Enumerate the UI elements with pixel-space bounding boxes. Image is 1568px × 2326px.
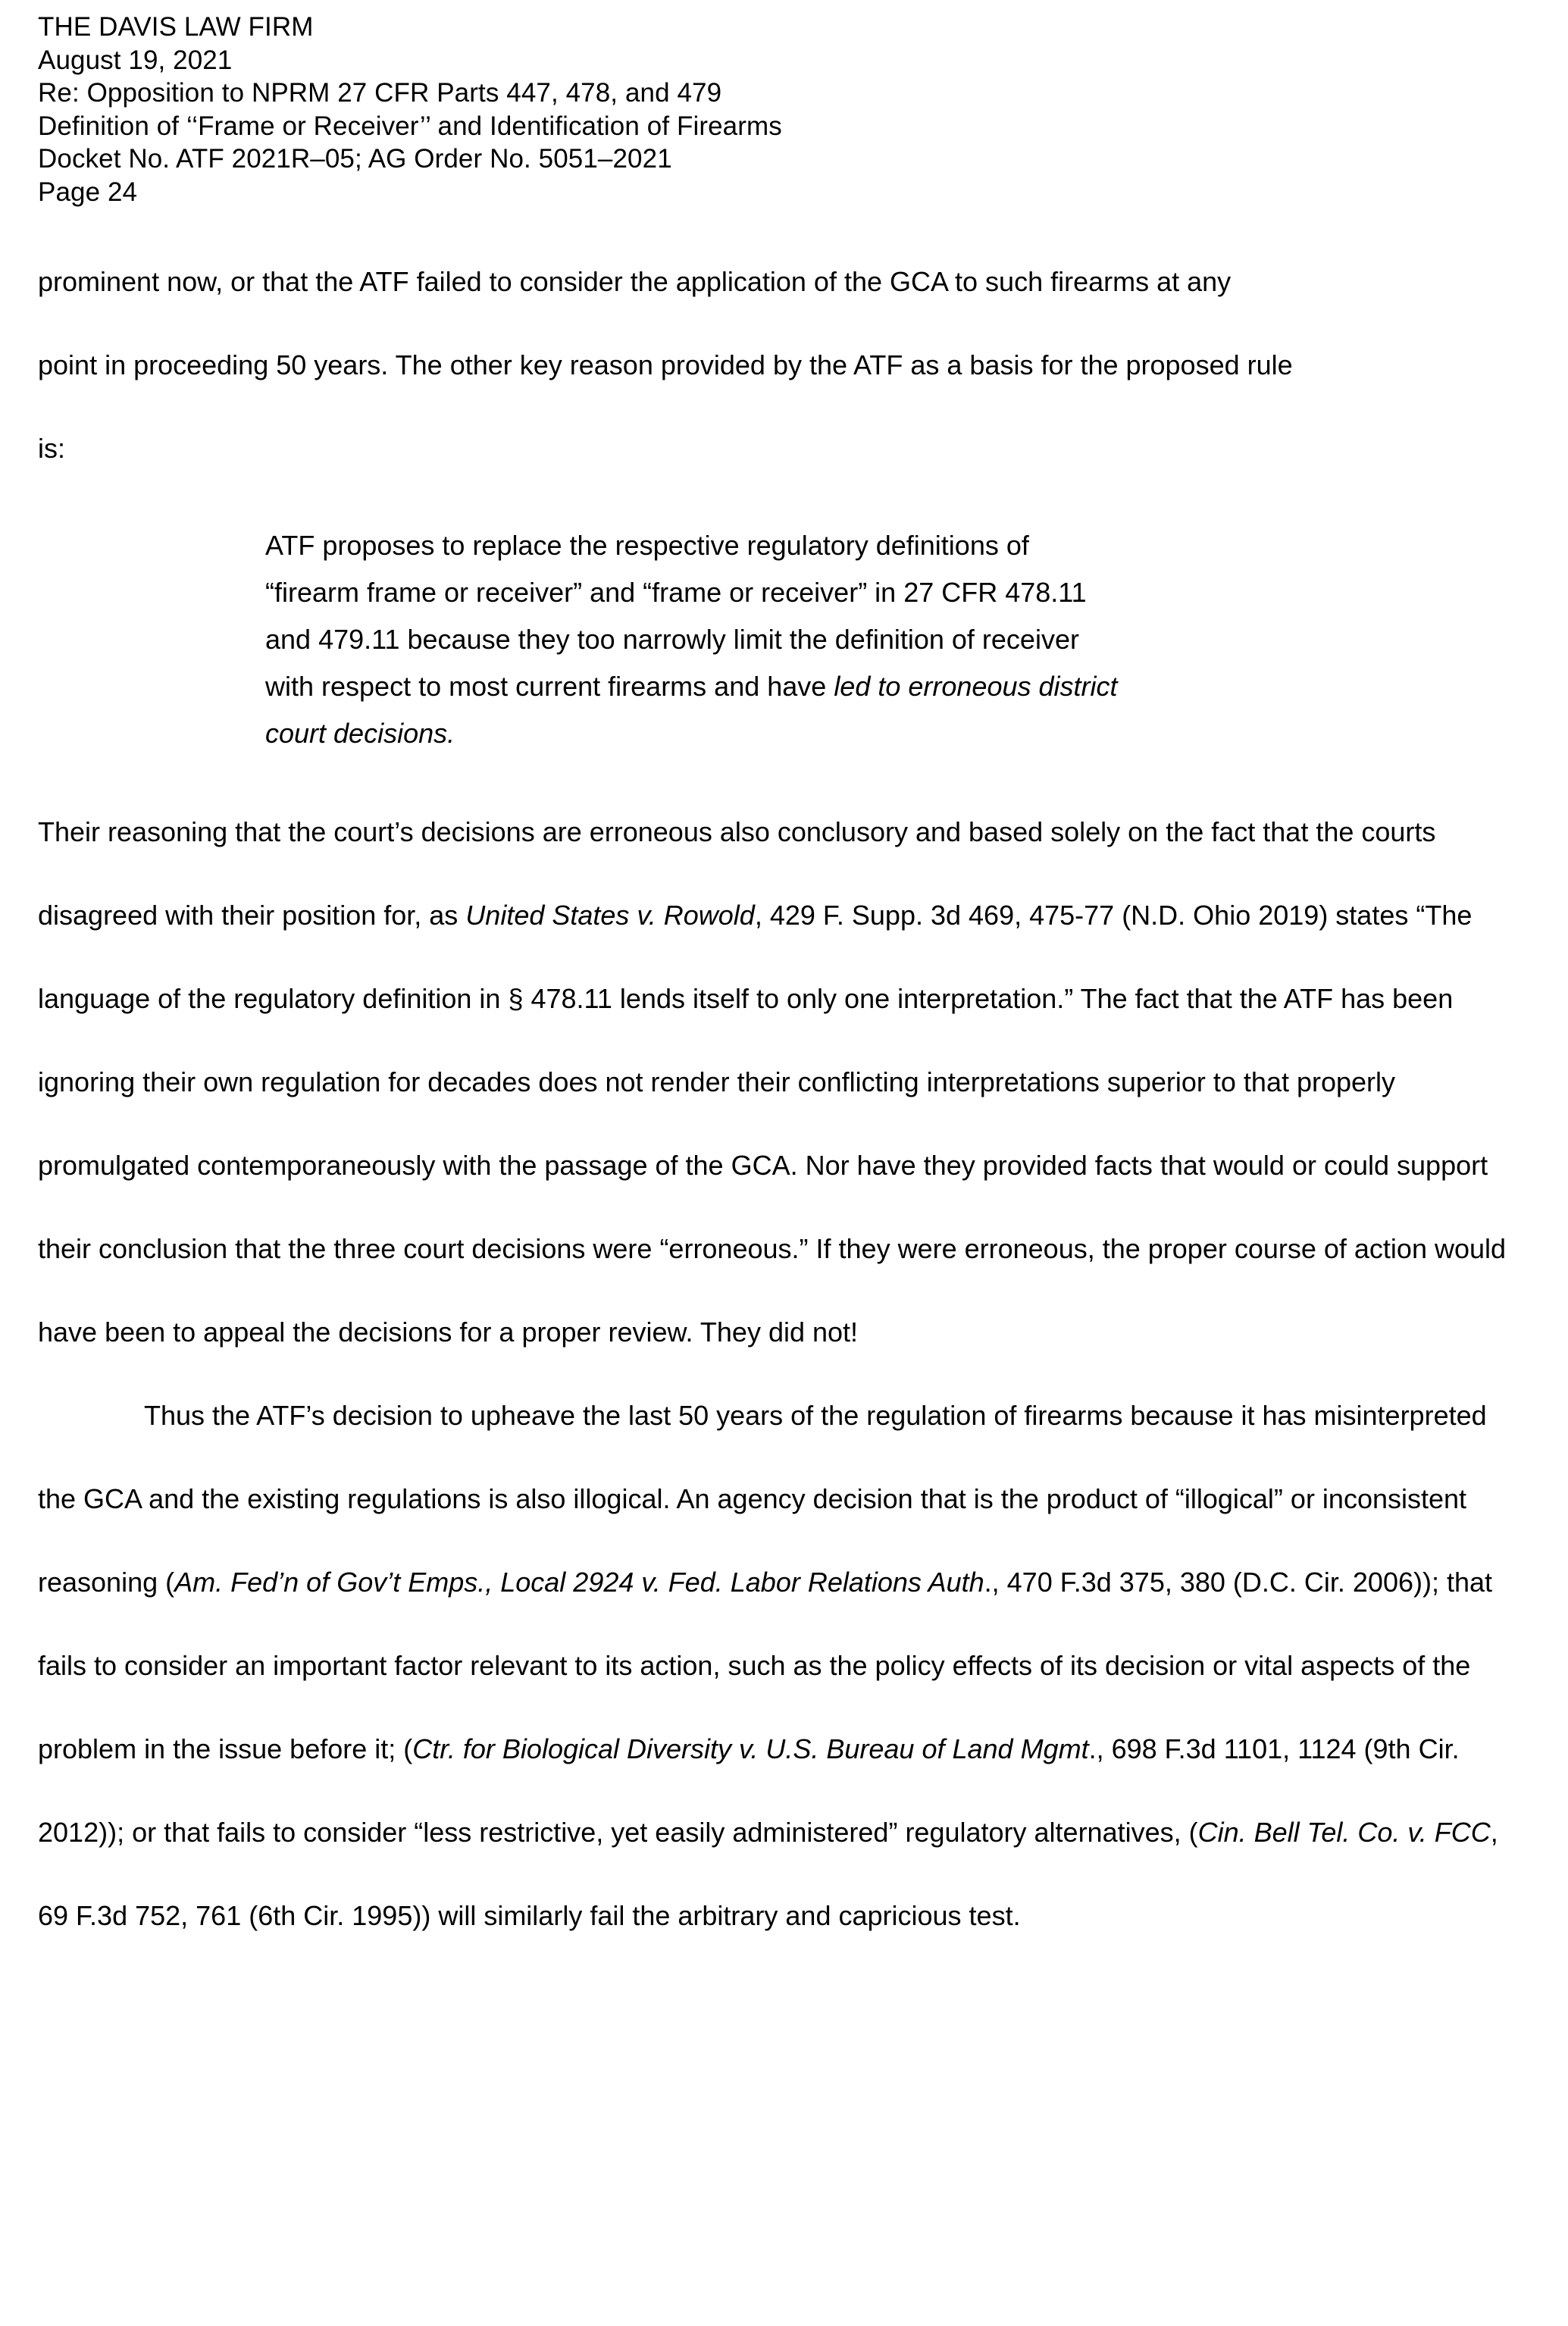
body-paragraph-1-line-c: is: [38,433,65,464]
blockquote-line-4 [265,663,1532,710]
blockquote-atf-proposal [38,522,1532,757]
letterhead-date: August 19, 2021 [38,45,233,75]
paragraph-2-segment-1: Their reasoning that the court’s decisions are erroneous also conclusory and based solely on the fact that the courts disagreed with their position for, as [38,816,1436,931]
blockquote-line-3: and 479.11 because they too narrowly limit the definition of receiver [265,624,1079,655]
document-body [38,240,1532,1958]
paragraph-3-segment-1: Thus the ATF’s decision to upheave the last 50 years of the regulation of firearms because it has misinterpreted the GCA and the existing regulations is also illogical. An agency decision that is the product of “illogical” or inconsistent reasoning ( [38,1400,1487,1598]
paragraph-3-segment-5: ., 698 F.3d 1101, 1124 (9th Cir. 2012)); or that fails to consider “less restrictive, yet easily administered” regulatory alternatives, ( [38,1733,1460,1848]
blockquote-line-5 [265,710,1532,757]
paragraph-2-segment-3: , 429 F. Supp. 3d 469, 475-77 (N.D. Ohio 2019) states “The language of the regulatory definition in § 478.11 lends itself to only one interpretation.” The fact that the ATF has been ignoring their own regulation for decades does not render their conflicting interpretations superior to that properly promulgated contemporaneously with the passage of the GCA. Nor have they provided facts that would or could support their conclusion that the three court decisions were “erroneous.” If they were erroneous, the proper course of action would have been to appeal the decisions for a proper review. They did not! [38,900,1507,1348]
body-paragraph-3 [38,1374,1532,1958]
letterhead-page-label: Page 24 [38,177,138,207]
case-citation-ctr-biological-diversity: Ctr. for Biological Diversity v. U.S. Bureau of Land Mgmt [412,1733,1089,1764]
body-paragraph-2 [38,790,1532,1374]
body-paragraph-1-line-b: point in proceeding 50 years. The other key reason provided by the ATF as a basis for the proposed rule [38,349,1293,380]
letterhead-block [38,11,1532,208]
case-citation-rowold: United States v. Rowold [465,900,755,931]
letterhead-subject-line: Definition of ‘‘Frame or Receiver’’ and Identification of Firearms [38,111,782,141]
paragraph-3-segment-7: , 69 F.3d 752, 761 (6th Cir. 1995)) will similarly fail the arbitrary and capricious test. [38,1817,1498,1931]
spacer-before-blockquote [38,490,1532,522]
blockquote-line-1: ATF proposes to replace the respective regulatory definitions of [265,530,1029,561]
spacer-after-blockquote [38,757,1532,790]
blockquote-line-4-italic: led to erroneous district [834,671,1118,702]
paragraph-3-segment-3: ., 470 F.3d 375, 380 (D.C. Cir. 2006)); that fails to consider an important factor relevant to its action, such as the policy effects of its decision or vital aspects of the problem in the issue before it; ( [38,1567,1493,1764]
blockquote-line-5-italic: court decisions. [265,718,455,749]
body-paragraph-1-line-a: prominent now, or that the ATF failed to consider the application of the GCA to such firearms at any [38,266,1232,297]
letterhead-re-line: Re: Opposition to NPRM 27 CFR Parts 447, 478, and 479 [38,78,722,108]
blockquote-line-2: “firearm frame or receiver” and “frame or receiver” in 27 CFR 478.11 [265,577,1087,608]
letterhead-docket-line: Docket No. ATF 2021R–05; AG Order No. 5051–2021 [38,144,672,174]
blockquote-line-4-plain: with respect to most current firearms and have [265,671,834,702]
case-citation-cin-bell-tel: Cin. Bell Tel. Co. v. FCC [1197,1817,1491,1848]
case-citation-am-fedn: Am. Fed’n of Gov’t Emps., Local 2924 v. Fed. Labor Relations Auth [174,1567,984,1598]
letterhead-firm-name: THE DAVIS LAW FIRM [38,12,314,42]
